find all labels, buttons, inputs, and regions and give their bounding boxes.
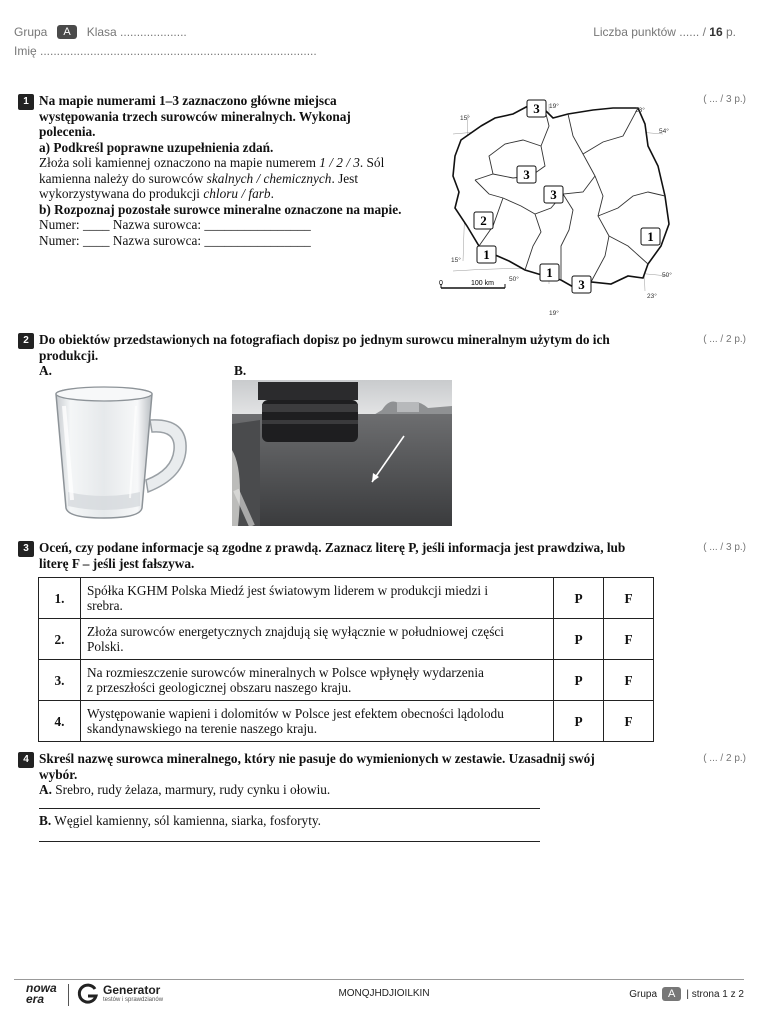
task-3-text-1: Oceń, czy podane informacje są zgodne z prawdą. Zaznacz literę P, jeśli informacja jest prawdziwa, lub	[39, 540, 626, 555]
task-1a-sentence-2	[39, 171, 439, 187]
task-1a-sentence-1	[39, 155, 439, 171]
true-false-table	[38, 577, 654, 742]
points-total	[593, 25, 736, 39]
task-1a-title: a) Podkreśl poprawne uzupełnienia zdań.	[39, 139, 274, 155]
footer-divider	[14, 979, 744, 980]
statement-line: Występowanie wapieni i dolomitów w Polsce jest efektem obecności lądolodu	[87, 706, 504, 721]
map-label: 3	[578, 277, 585, 292]
answer-options-1[interactable]: 1 / 2 / 3	[319, 155, 360, 170]
false-option[interactable]: F	[604, 578, 654, 619]
statement-line: Złoża surowców energetycznych znajdują się wyłącznie w południowej części	[87, 624, 504, 639]
answer-options-3[interactable]: chloru / farb	[203, 186, 271, 201]
label: A.	[39, 363, 52, 378]
statement-line: z przeszłości geologicznej obszaru naszego kraju.	[87, 680, 352, 695]
asphalt-road-image	[232, 380, 452, 526]
label: B.	[234, 363, 247, 378]
logo-text: era	[26, 992, 45, 1006]
answer-line-a[interactable]	[39, 808, 540, 809]
poland-map	[433, 96, 676, 318]
row-number: 1.	[39, 578, 81, 619]
coord-label: 23°	[635, 107, 645, 114]
text: wykorzystywana do produkcji	[39, 186, 204, 201]
coord-label: 54°	[659, 128, 669, 135]
group-badge: A	[662, 987, 681, 1001]
points-unit: p.	[725, 25, 736, 39]
map-label: 3	[533, 101, 540, 116]
group-badge: A	[57, 25, 76, 39]
task-1-points: ( ... / 3 p.)	[703, 94, 746, 105]
coord-label: 15°	[460, 115, 470, 122]
answer-line-b[interactable]	[39, 841, 540, 842]
task-3-text	[39, 540, 689, 571]
coord-label: 15°	[451, 257, 461, 264]
row-number: 2.	[39, 619, 81, 660]
task-4-points: ( ... / 2 p.)	[703, 753, 746, 764]
group-label: Grupa	[14, 25, 48, 39]
true-option[interactable]: P	[554, 660, 604, 701]
text: . Jest	[331, 170, 359, 186]
map-label: 1	[483, 247, 490, 262]
statement-line: Spółka KGHM Polska Miedź jest światowym liderem w produkcji miedzi i	[87, 583, 489, 598]
task-3-text-2: literę F – jeśli jest fałszywa.	[39, 555, 195, 571]
page-number: | strona 1 z 2	[686, 988, 744, 1000]
statement-line: skandynawskiego na terenie naszego kraju.	[87, 721, 318, 736]
points-max: 16	[709, 25, 723, 39]
name-field: Imię ...................................................................................	[14, 44, 317, 58]
map-label: 3	[550, 187, 557, 202]
logo-text: nowa	[26, 981, 57, 995]
page-indicator	[629, 987, 744, 1001]
test-code: MONQJHDJIOILKIN	[338, 988, 430, 999]
task-2-number: 2	[18, 333, 34, 349]
statement	[81, 578, 554, 619]
table-row	[39, 660, 654, 701]
coord-label: 19°	[549, 310, 559, 317]
statement	[81, 701, 554, 742]
statement-line: Na rozmieszczenie surowców mineralnych w Polsce wpłynęły wydarzenia	[87, 665, 484, 680]
photo-a-label	[39, 363, 52, 379]
task-2-text	[39, 332, 689, 363]
task-1-intro-1: Na mapie numerami 1–3 zaznaczono główne miejsca	[39, 93, 337, 108]
task-3-number: 3	[18, 541, 34, 557]
row-number: 3.	[39, 660, 81, 701]
task-4-number: 4	[18, 752, 34, 768]
map-label: 2	[480, 213, 487, 228]
task-2-text-2: produkcji.	[39, 347, 99, 363]
task-1-text	[39, 93, 439, 248]
map-label: 1	[546, 265, 553, 280]
true-option[interactable]: P	[554, 701, 604, 742]
task-2-points: ( ... / 2 p.)	[703, 334, 746, 345]
photo-b-label	[234, 363, 246, 379]
answer-options-2[interactable]: skalnych / chemicznych	[206, 170, 332, 186]
label: B.	[39, 813, 52, 828]
task-1-intro-3: polecenia.	[39, 124, 96, 139]
text: Złoża soli kamiennej oznaczono na mapie numerem	[39, 155, 320, 170]
true-option[interactable]: P	[554, 619, 604, 660]
scale-bar	[439, 280, 505, 288]
label: A.	[39, 782, 52, 797]
task-2-text-1: Do obiektów przedstawionych na fotografiach dopisz po jednym surowcu mineralnym użytym do ich	[39, 332, 610, 347]
class-field: Klasa ....................	[86, 25, 187, 39]
task-4-text-1: Skreśl nazwę surowca mineralnego, który nie pasuje do wymienionych w zestawie. Uzasadnij swój	[39, 751, 595, 766]
task-1-intro-2: występowania trzech surowców mineralnych. Wykonaj	[39, 108, 351, 124]
table-row	[39, 701, 654, 742]
text: kamienna należy do surowców	[39, 170, 207, 186]
statement	[81, 619, 554, 660]
group-field	[14, 25, 187, 39]
false-option[interactable]: F	[604, 619, 654, 660]
coord-label: 23°	[647, 293, 657, 300]
glass-mug-image	[40, 380, 200, 525]
group-label: Grupa	[629, 988, 658, 1000]
task-1-number: 1	[18, 94, 34, 110]
text: .	[270, 186, 274, 201]
task-1b-title: b) Rozpoznaj pozostałe surowce mineralne oznaczone na mapie.	[39, 201, 402, 217]
map-label: 1	[647, 229, 654, 244]
row-number: 4.	[39, 701, 81, 742]
text: . Sól	[359, 155, 385, 170]
answer-line-1[interactable]: Numer: ____ Nazwa surowca: ________________	[39, 217, 311, 232]
task-1a-sentence-3	[39, 186, 439, 202]
task-4b	[39, 813, 689, 829]
generator-logo-subtitle: testów i sprawdzianów	[103, 997, 164, 1003]
statement	[81, 660, 554, 701]
scale-100: 100 km	[471, 280, 494, 287]
generator-logo-text: Generator	[103, 983, 161, 997]
false-option[interactable]: F	[604, 701, 654, 742]
table-row	[39, 619, 654, 660]
statement-line: srebra.	[87, 598, 123, 613]
false-option[interactable]: F	[604, 660, 654, 701]
answer-line-2[interactable]: Numer: ____ Nazwa surowca: ________________	[39, 232, 311, 248]
table-row	[39, 578, 654, 619]
true-option[interactable]: P	[554, 578, 604, 619]
coord-label: 19°	[549, 103, 559, 110]
coord-label: 50°	[662, 272, 672, 279]
coord-label: 50°	[509, 276, 519, 283]
points-label: Liczba punktów ...... /	[593, 25, 706, 39]
task-3-points: ( ... / 3 p.)	[703, 542, 746, 553]
scale-zero: 0	[439, 280, 443, 287]
task-4a	[39, 782, 689, 798]
set-b-text[interactable]: Węgiel kamienny, sól kamienna, siarka, fosforyty.	[51, 813, 322, 828]
statement-line: Polski.	[87, 639, 124, 654]
task-4-text	[39, 751, 689, 798]
set-a-text[interactable]: Srebro, rudy żelaza, marmury, rudy cynku i ołowiu.	[51, 782, 331, 797]
map-label: 3	[523, 167, 530, 182]
task-4-text-2: wybór.	[39, 766, 78, 782]
